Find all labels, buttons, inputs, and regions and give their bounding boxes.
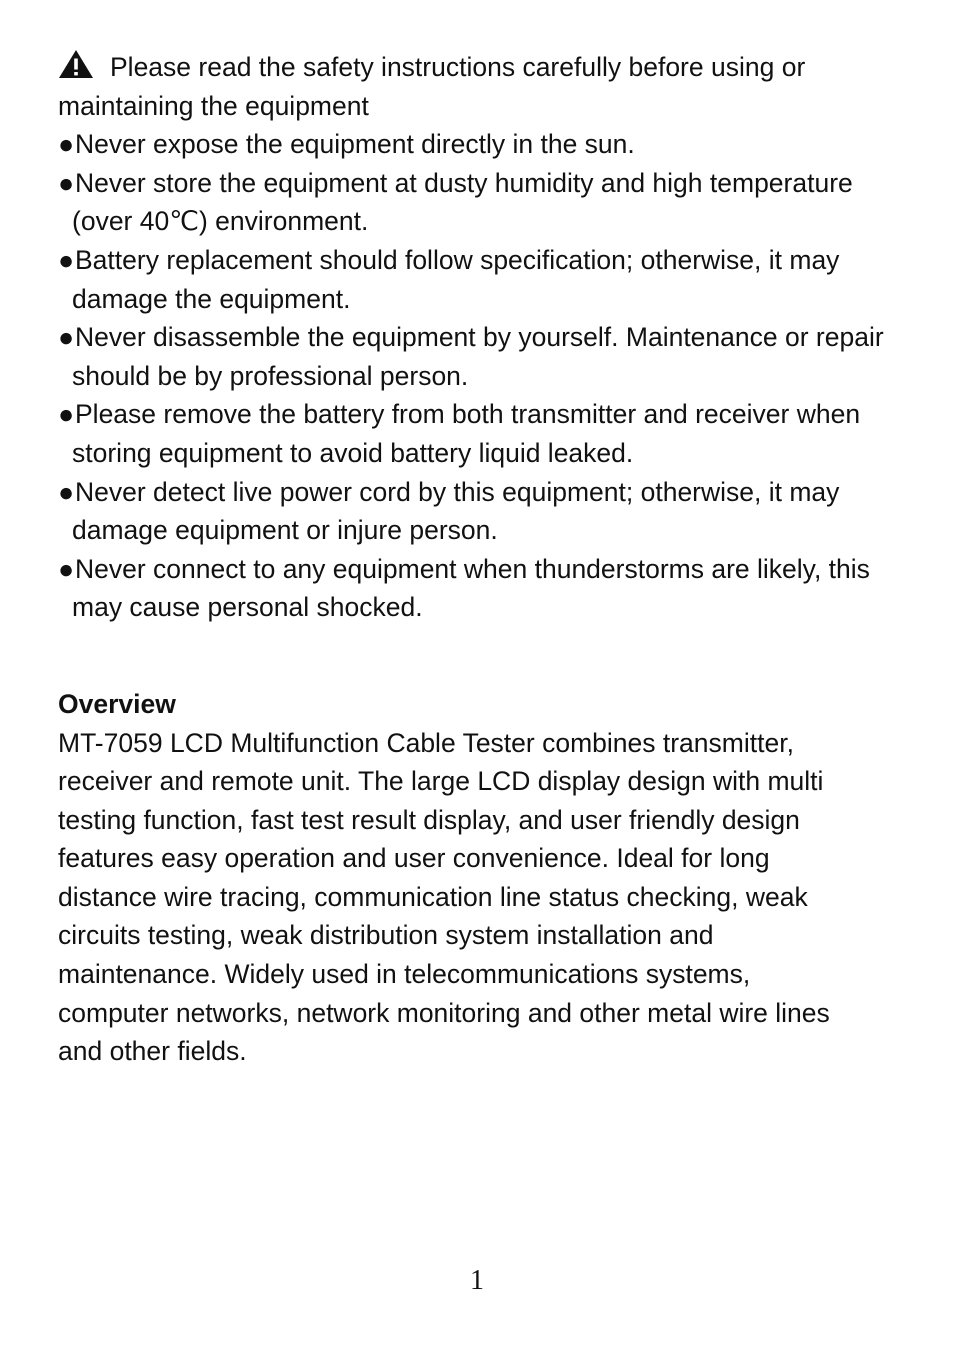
list-item-text: Never connect to any equipment when thunderstorms are likely, this may cause personal shocked. bbox=[72, 553, 870, 623]
overview-line: receiver and remote unit. The large LCD display design with multi bbox=[58, 766, 824, 797]
overview-line: circuits testing, weak distribution system installation and bbox=[58, 920, 714, 951]
bullet-symbol: ● bbox=[58, 167, 75, 198]
list-item-text: Never disassemble the equipment by yourself. Maintenance or repair should be by professional person. bbox=[72, 322, 884, 391]
warning-triangle-icon bbox=[58, 49, 94, 79]
overview-line: testing function, fast test result display, and user friendly design bbox=[58, 804, 800, 835]
safety-list bbox=[58, 125, 918, 627]
overview-line: features easy operation and user convenience. Ideal for long bbox=[58, 843, 770, 874]
list-item-text: Never store the equipment at dusty humidity and high temperature (over 40℃) environment. bbox=[72, 167, 853, 237]
list-item bbox=[58, 241, 918, 318]
safety-intro bbox=[58, 48, 918, 125]
bullet-symbol: ● bbox=[58, 322, 75, 353]
bullet-symbol: ● bbox=[58, 476, 75, 507]
list-item bbox=[58, 395, 918, 472]
list-item-text: Never expose the equipment directly in the sun. bbox=[75, 129, 635, 160]
page-number: 1 bbox=[470, 1265, 484, 1296]
list-item bbox=[58, 318, 918, 395]
overview-heading: Overview bbox=[58, 688, 176, 719]
bullet-symbol: ● bbox=[58, 129, 75, 160]
overview-paragraph bbox=[58, 724, 918, 1071]
overview-line: computer networks, network monitoring and other metal wire lines bbox=[58, 997, 830, 1028]
bullet-symbol: ● bbox=[58, 399, 75, 430]
bullet-symbol: ● bbox=[58, 244, 75, 275]
safety-intro-text: Please read the safety instructions carefully before using or maintaining the equipment bbox=[58, 52, 806, 121]
list-item bbox=[58, 473, 918, 550]
list-item-text: Please remove the battery from both transmitter and receiver when storing equipment to avoid battery liquid leaked. bbox=[72, 399, 861, 468]
list-item bbox=[58, 550, 918, 627]
list-item bbox=[58, 125, 918, 164]
list-item bbox=[58, 164, 918, 241]
bullet-symbol: ● bbox=[58, 553, 75, 584]
overview-line: distance wire tracing, communication line status checking, weak bbox=[58, 881, 808, 912]
document-page bbox=[58, 48, 918, 1071]
list-item-text: Never detect live power cord by this equipment; otherwise, it may damage equipment or injure person. bbox=[72, 476, 840, 546]
list-item-text: Battery replacement should follow specification; otherwise, it may damage the equipment. bbox=[72, 244, 840, 314]
overview-line: and other fields. bbox=[58, 1036, 247, 1067]
overview-line: maintenance. Widely used in telecommunications systems, bbox=[58, 959, 751, 990]
overview-line: MT-7059 LCD Multifunction Cable Tester combines transmitter, bbox=[58, 727, 794, 758]
